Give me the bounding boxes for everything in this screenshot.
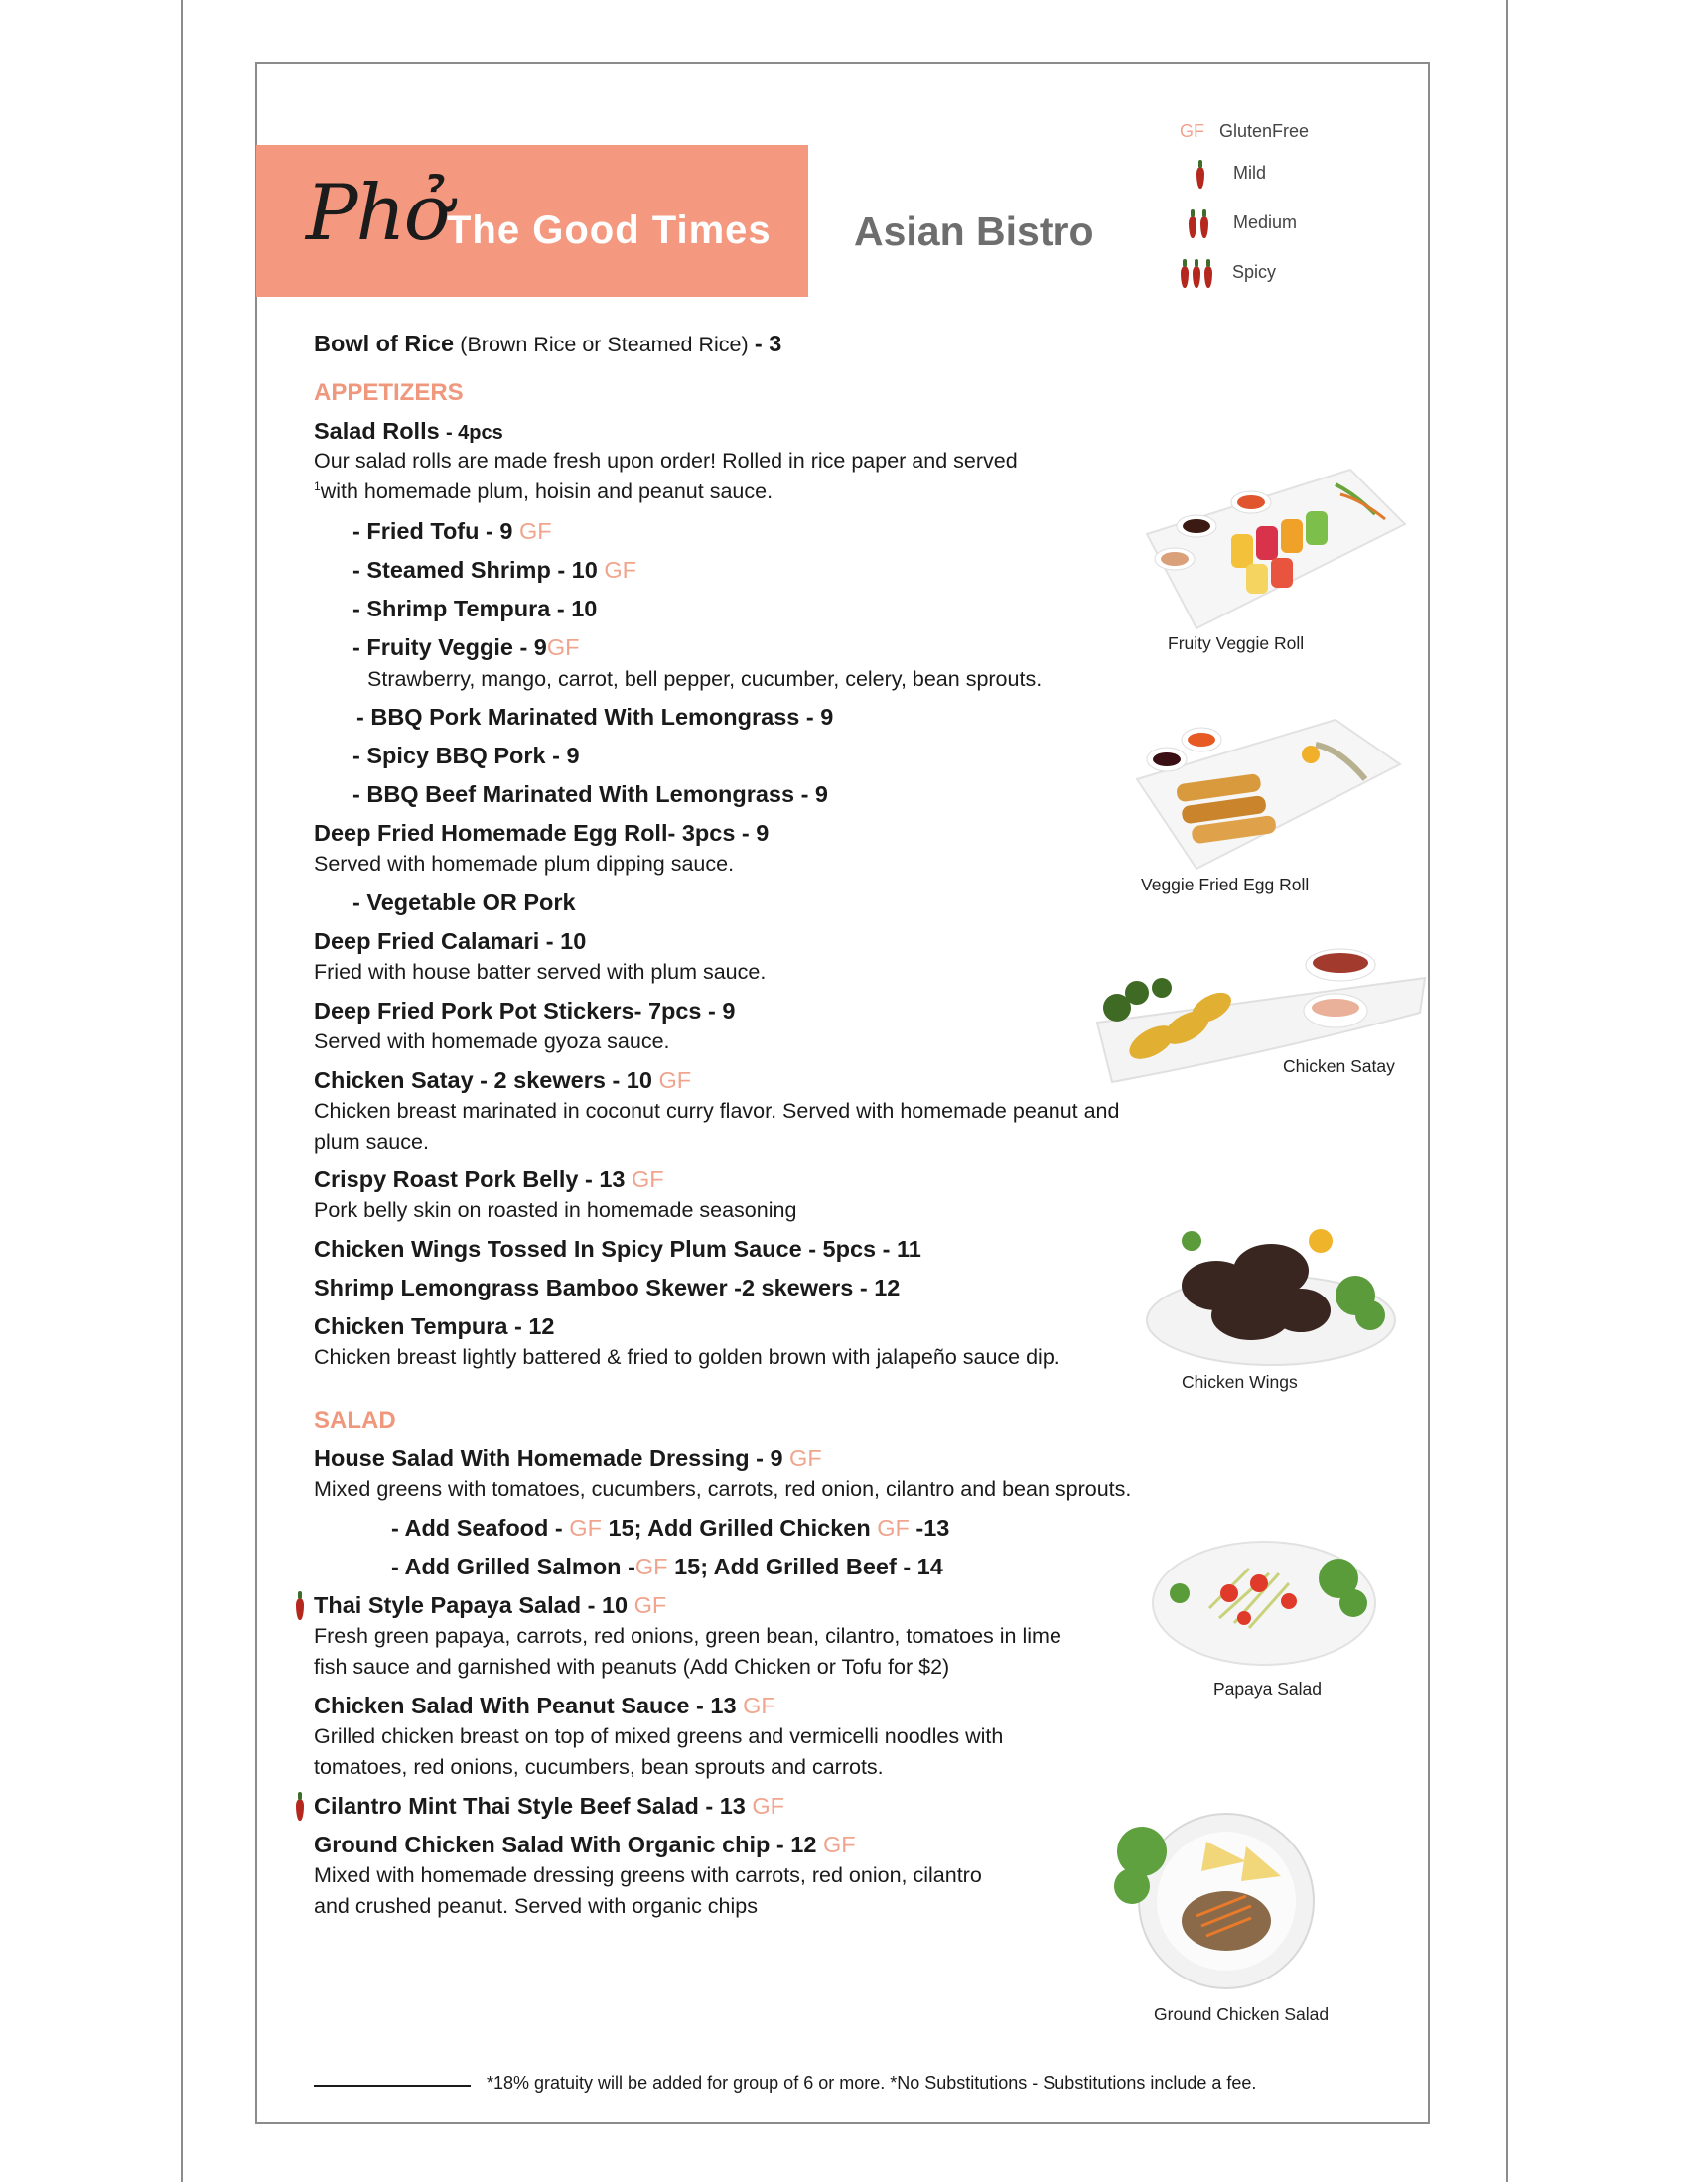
- beef-salad-item: Cilantro Mint Thai Style Beef Salad - 13 GF: [314, 1793, 785, 1819]
- roll-fruity-veggie: - Fruity Veggie - 9GF: [352, 634, 580, 660]
- gf-mark: GF: [822, 1832, 856, 1857]
- papaya-salad-photo: [1150, 1524, 1388, 1673]
- add-seafood-chicken: - Add Seafood - GF 15; Add Grilled Chicken GF -13: [391, 1515, 950, 1541]
- pork-belly-desc: Pork belly skin on roasted in homemade seasoning: [314, 1198, 797, 1222]
- salad-rolls-desc: Our salad rolls are made fresh upon order! Rolled in rice paper and served: [314, 449, 1018, 473]
- ground-chicken-desc: and crushed peanut. Served with organic chips: [314, 1894, 758, 1918]
- roll-bbq-beef-lemongrass: - BBQ Beef Marinated With Lemongrass - 9: [352, 781, 828, 807]
- pot-stickers-item: Deep Fried Pork Pot Stickers- 7pcs - 9: [314, 998, 736, 1024]
- fruity-veggie-desc: Strawberry, mango, carrot, bell pepper, cucumber, celery, bean sprouts.: [367, 667, 1043, 691]
- house-salad-desc: Mixed greens with tomatoes, cucumbers, carrots, red onion, cilantro and bean sprouts.: [314, 1477, 1132, 1501]
- restaurant-subtitle: Asian Bistro: [854, 208, 1094, 254]
- roll-bbq-pork-lemongrass: - BBQ Pork Marinated With Lemongrass - 9: [356, 704, 834, 730]
- chili-icon: [1192, 258, 1200, 288]
- satay-desc: plum sauce.: [314, 1130, 429, 1154]
- mild-label: Mild: [1233, 162, 1267, 183]
- chicken-tempura-desc: Chicken breast lightly battered & fried to golden brown with jalapeño sauce dip.: [314, 1345, 1060, 1369]
- peanut-chicken-desc: Grilled chicken breast on top of mixed greens and vermicelli noodles with: [314, 1724, 1004, 1748]
- restaurant-name: The Good Times: [447, 208, 772, 252]
- medium-label: Medium: [1233, 211, 1298, 232]
- roll-spicy-bbq-pork: - Spicy BBQ Pork - 9: [352, 743, 580, 768]
- add-salmon-beef: - Add Grilled Salmon -GF 15; Add Grilled Beef - 14: [391, 1554, 943, 1579]
- satay-item: Chicken Satay - 2 skewers - 10 GF: [314, 1067, 692, 1093]
- gf-mark: GF: [789, 1445, 822, 1471]
- footer-note: *18% gratuity will be added for group of 6 or more. *No Substitutions - Substitutions include a fee.: [487, 2073, 1257, 2093]
- roll-steamed-shrimp: - Steamed Shrimp - 10 GF: [352, 557, 636, 583]
- gf-mark: GF: [631, 1166, 664, 1192]
- peanut-chicken-desc: tomatoes, red onions, cucumbers, bean sprouts and carrots.: [314, 1755, 884, 1779]
- footer-rule: [314, 2085, 471, 2087]
- legend-spicy: [1180, 258, 1276, 288]
- house-salad-item: House Salad With Homemade Dressing - 9 GF: [314, 1445, 822, 1471]
- salad-rolls-desc: $^1$with homemade plum, hoisin and peanut sauce.: [314, 479, 774, 504]
- calamari-item: Deep Fried Calamari - 10: [314, 928, 587, 954]
- chili-icon: [1203, 258, 1212, 288]
- photo-caption: Ground Chicken Salad: [1154, 2004, 1330, 2024]
- gf-mark: GF: [752, 1793, 785, 1819]
- photo-caption: Fruity Veggie Roll: [1168, 633, 1305, 653]
- gf-mark: GF: [546, 634, 580, 660]
- skewer-item: Shrimp Lemongrass Bamboo Skewer -2 skewers - 12: [314, 1275, 901, 1300]
- chicken-tempura-item: Chicken Tempura - 12: [314, 1313, 555, 1339]
- rice-item: Bowl of Rice (Brown Rice or Steamed Rice) - 3: [314, 331, 782, 356]
- gf-code: GF: [1180, 121, 1204, 141]
- spicy-label: Spicy: [1232, 261, 1277, 282]
- legend-medium: [1188, 208, 1297, 238]
- photo-caption: Papaya Salad: [1213, 1679, 1322, 1699]
- photo-caption: Chicken Wings: [1182, 1372, 1298, 1392]
- gf-mark: GF: [634, 1554, 668, 1579]
- photo-caption: Chicken Satay: [1283, 1056, 1395, 1076]
- calamari-desc: Fried with house batter served with plum sauce.: [314, 960, 767, 984]
- papaya-salad-desc: fish sauce and garnished with peanuts (Add Chicken or Tofu for $2): [314, 1655, 950, 1679]
- chili-icon: [1196, 159, 1204, 189]
- pork-belly-item: Crispy Roast Pork Belly - 13 GF: [314, 1166, 664, 1192]
- gf-mark: GF: [743, 1693, 775, 1718]
- fruity-veggie-roll-photo: [1137, 465, 1410, 633]
- wings-item: Chicken Wings Tossed In Spicy Plum Sauce - 5pcs - 11: [314, 1236, 921, 1262]
- ground-chicken-desc: Mixed with homemade dressing greens with carrots, red onion, cilantro: [314, 1863, 982, 1887]
- chili-icon: [295, 1791, 304, 1821]
- gf-mark: GF: [604, 557, 636, 583]
- chili-icon: [295, 1590, 304, 1620]
- gf-label: GlutenFree: [1219, 121, 1310, 141]
- peanut-chicken-salad-item: Chicken Salad With Peanut Sauce - 13 GF: [314, 1693, 775, 1718]
- ground-chicken-salad-item: Ground Chicken Salad With Organic chip - 12 GF: [314, 1832, 856, 1857]
- egg-roll-desc: Served with homemade plum dipping sauce.: [314, 852, 735, 876]
- gf-mark: GF: [633, 1592, 667, 1618]
- egg-roll-option: - Vegetable OR Pork: [352, 889, 576, 915]
- roll-fried-tofu: - Fried Tofu - 9 GF: [352, 518, 552, 544]
- veggie-fried-egg-roll-photo: [1127, 710, 1405, 879]
- gf-mark: GF: [518, 518, 552, 544]
- papaya-salad-desc: Fresh green papaya, carrots, red onions, green bean, cilantro, tomatoes in lime: [314, 1624, 1061, 1648]
- gf-mark: GF: [658, 1067, 692, 1093]
- roll-shrimp-tempura: - Shrimp Tempura - 10: [352, 596, 598, 621]
- pot-stickers-desc: Served with homemade gyoza sauce.: [314, 1029, 670, 1053]
- chicken-wings-photo: [1132, 1201, 1400, 1370]
- section-appetizers: APPETIZERS: [314, 379, 464, 406]
- legend-gf: [1180, 121, 1309, 142]
- salad-rolls-item: Salad Rolls - 4pcs: [314, 418, 503, 444]
- papaya-salad-item: Thai Style Papaya Salad - 10 GF: [314, 1592, 667, 1618]
- ground-chicken-salad-photo: [1107, 1802, 1316, 1995]
- photo-caption: Veggie Fried Egg Roll: [1141, 875, 1310, 894]
- gf-mark: GF: [877, 1515, 910, 1541]
- chili-icon: [1199, 208, 1208, 238]
- logo-script: Phở: [306, 169, 449, 258]
- chili-icon: [1180, 258, 1189, 288]
- satay-desc: Chicken breast marinated in coconut curry flavor. Served with homemade peanut and: [314, 1099, 1120, 1123]
- section-salad: SALAD: [314, 1407, 396, 1433]
- egg-roll-item: Deep Fried Homemade Egg Roll- 3pcs - 9: [314, 820, 770, 846]
- legend-mild: [1196, 159, 1266, 189]
- chili-icon: [1188, 208, 1196, 238]
- gf-mark: GF: [569, 1515, 602, 1541]
